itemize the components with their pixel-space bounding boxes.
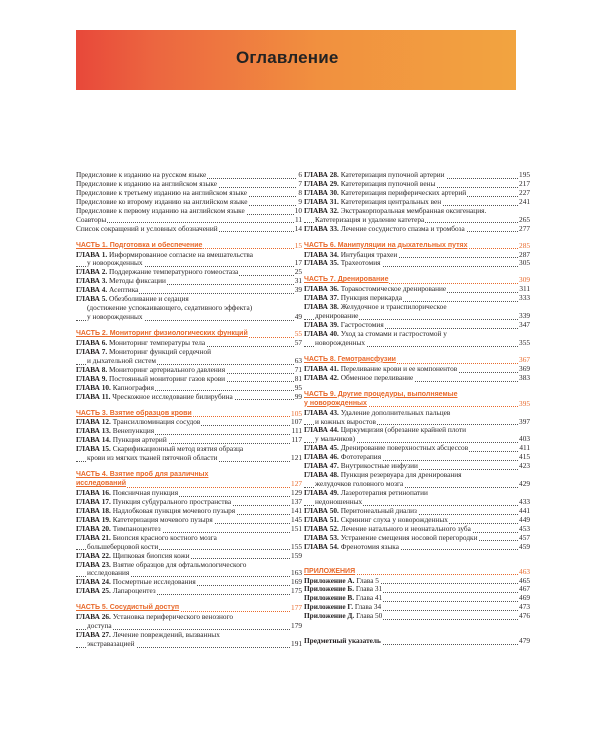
toc-entry-title: исследования: [87, 568, 130, 578]
toc-entry-label: ГЛАВА 15.: [76, 444, 111, 454]
toc-entry-label: ГЛАВА 5.: [76, 294, 108, 304]
toc-entry-label: ГЛАВА 33.: [304, 223, 339, 233]
toc-page-number: 151: [291, 523, 302, 533]
toc-entry-title: ГЛАВА 31. Катетеризация центральных вен: [304, 196, 442, 206]
toc-page-number: 117: [291, 435, 302, 445]
toc-spacer: [304, 268, 530, 276]
toc-entry-label: ГЛАВА 23.: [76, 559, 111, 569]
toc-entry-title: ГЛАВА 35. Трахеотомия: [304, 258, 381, 268]
toc-page-number: 339: [519, 311, 530, 321]
toc-entry-label: ГЛАВА 16.: [76, 488, 111, 497]
toc-entry-title: Предисловие ко второму изданию на английском языке: [76, 196, 248, 206]
toc-page-number: 15: [294, 240, 302, 250]
toc-entry-label: ГЛАВА 8.: [76, 364, 108, 374]
toc-page-number: 111: [291, 426, 302, 436]
toc-page-number: 459: [519, 541, 530, 551]
toc-spacer: [304, 234, 530, 242]
toc-entry-label: Приложение В.: [304, 593, 355, 603]
toc-entry-label: ГЛАВА 54.: [304, 541, 339, 551]
toc-entry[interactable]: [304, 225, 530, 234]
toc-entry-title: Катетеризация и удаление катетера: [315, 214, 425, 224]
toc-entry-title: Предисловие к изданию на русском языке: [76, 170, 207, 179]
toc-page-number: 433: [519, 496, 530, 506]
toc-entry[interactable]: [304, 612, 530, 621]
toc-entry-label: Приложение Д.: [304, 611, 355, 621]
toc-column-right: [304, 171, 530, 646]
toc-page-number: 429: [519, 479, 530, 489]
toc-page-number: 49: [294, 312, 302, 322]
toc-entry-title: ГЛАВА 53. Устранение смещения носовой перегородки: [304, 532, 478, 542]
toc-page-number: 63: [294, 355, 302, 365]
toc-page-number: 453: [519, 523, 530, 533]
toc-page-number: 476: [519, 611, 530, 621]
toc-entry-title: ГЛАВА 14. Пункция артерий: [76, 435, 167, 445]
toc-entry-label: ГЛАВА 30.: [304, 187, 339, 197]
toc-entry-title: новорожденных: [315, 337, 366, 347]
toc-page-number: 127: [291, 479, 302, 489]
toc-entry-label: ГЛАВА 29.: [304, 178, 339, 188]
toc-entry-label: ГЛАВА 39.: [304, 320, 339, 330]
toc-part-heading[interactable]: [76, 471, 302, 480]
toc-entry-title: Приложение В. Глава 41: [304, 593, 383, 603]
toc-entry-title: ГЛАВА 54. Френотомия языка: [304, 541, 399, 551]
toc-entry-title: ГЛАВА 50. Перитонеальный диализ: [304, 505, 417, 515]
toc-entry-title: ГЛАВА 45. Дренирование поверхностных абсцессов: [304, 443, 469, 453]
toc-entry-title: ГЛАВА 24. Посмертные исследования: [76, 577, 196, 587]
toc-entry-label: ГЛАВА 35.: [304, 258, 339, 268]
toc-entry-title: ГЛАВА 51. Скрининг слуха у новорожденных: [304, 514, 448, 524]
toc-entry-label: ГЛАВА 1.: [76, 249, 108, 259]
toc-entry[interactable]: [76, 640, 302, 649]
toc-entry[interactable]: [76, 587, 302, 596]
toc-entry-title: ГЛАВА 29. Катетеризация пупочной вены: [304, 178, 436, 188]
toc-entry-title: Соавторы: [76, 214, 107, 224]
toc-entry-title: ГЛАВА 21. Биопсия красного костного мозга: [76, 532, 217, 542]
toc-spacer: [76, 463, 302, 471]
toc-entry-title: у новорожденных: [304, 399, 367, 407]
header-banner: [76, 30, 516, 90]
toc-entry-title: ГЛАВА 43. Удаление дополнительных пальцев: [304, 407, 451, 417]
toc-page-number: 137: [291, 496, 302, 506]
toc-entry-label: ГЛАВА 47.: [304, 461, 339, 471]
toc-page-number: 467: [519, 584, 530, 594]
toc-entry-title: ГЛАВА 46. Фототерапия: [304, 452, 382, 462]
toc-entry-label: ГЛАВА 50.: [304, 505, 339, 515]
toc-page-number: 309: [519, 275, 530, 285]
toc-entry-title: ЧАСТЬ 6. Манипуляции на дыхательных путях: [304, 241, 468, 249]
toc-entry-label: ГЛАВА 6.: [76, 337, 108, 347]
toc-entry-label: ГЛАВА 28.: [304, 170, 339, 179]
toc-page-number: 141: [291, 505, 302, 515]
toc-page-number: 403: [519, 434, 530, 444]
toc-page-number: 9: [298, 196, 302, 206]
toc-page-number: 473: [519, 602, 530, 612]
toc-entry-title: ГЛАВА 38. Желудочное и транспилорическое: [304, 302, 447, 312]
toc-entry-title: ГЛАВА 27. Лечение повреждений, вызванных: [76, 630, 220, 640]
toc-entry[interactable]: [304, 339, 530, 348]
toc-entry-title: и дыхательной систем: [87, 355, 157, 365]
toc-page-number: 449: [519, 514, 530, 524]
toc-entry-title: ГЛАВА 48. Пункция резервуара для дренирования: [304, 470, 462, 480]
toc-entry-label: Приложение А.: [304, 575, 355, 585]
toc-entry-label: ГЛАВА 36.: [304, 284, 339, 294]
toc-column-left: [76, 171, 302, 649]
toc-page-number: 285: [519, 240, 530, 250]
toc-entry-title: ЧАСТЬ 4. Взятие проб для различных: [76, 471, 209, 479]
toc-page-number: 195: [519, 170, 530, 179]
toc-page-number: 217: [519, 178, 530, 188]
toc-entry[interactable]: [76, 207, 302, 216]
toc-entry-title: крови из мягких тканей пяточной области: [87, 453, 218, 463]
toc-page-number: 6: [298, 170, 302, 179]
toc-part-heading[interactable]: [304, 391, 530, 400]
toc-spacer: [76, 322, 302, 330]
toc-page-number: 463: [519, 566, 530, 576]
toc-spacer: [76, 402, 302, 410]
toc-entry-title: ГЛАВА 30. Катетеризация периферических артерий: [304, 187, 467, 197]
toc-page-number: 465: [519, 575, 530, 585]
toc-entry-label: ГЛАВА 18.: [76, 505, 111, 515]
toc-entry-title: ГЛАВА 42. Обменное переливание: [304, 372, 414, 382]
toc-page-number: 31: [294, 276, 302, 286]
toc-entry[interactable]: [76, 313, 302, 322]
toc-entry-title: ГЛАВА 2. Поддержание температурного гомеостаза: [76, 267, 239, 277]
toc-page-number: 227: [519, 187, 530, 197]
toc-entry-title: ЧАСТЬ 2. Мониторинг физиологических функций: [76, 330, 248, 337]
toc-entry-label: ГЛАВА 2.: [76, 267, 108, 277]
toc-page-number: 397: [519, 416, 530, 426]
toc-entry-label: Приложение Г.: [304, 602, 354, 612]
toc-entry-title: ГЛАВА 15. Скарификационный метод взятия образца: [76, 444, 244, 454]
toc-entry-title: ГЛАВА 40. Уход за стомами и гастростомой у: [304, 329, 447, 338]
toc-entry-label: ГЛАВА 14.: [76, 435, 111, 445]
toc-entry-title: желудочков головного мозга: [315, 479, 404, 489]
toc-entry-title: у новорожденных: [87, 258, 143, 268]
toc-page-number: 169: [291, 577, 302, 587]
toc-entry-label: ГЛАВА 21.: [76, 532, 111, 542]
toc-page-number: 369: [519, 363, 530, 373]
toc-entry-title: ГЛАВА 52. Лечение натального и неонатального зуба: [304, 523, 471, 533]
toc-entry-title: Приложение Г. Глава 34: [304, 602, 382, 612]
toc-page-number: 163: [291, 568, 302, 578]
toc-entry-label: ГЛАВА 4.: [76, 285, 108, 295]
toc-entry-title: ГЛАВА 8. Мониторинг артериального давления: [76, 364, 226, 374]
toc-entry-title: большеберцовой кости: [87, 541, 159, 551]
toc-entry-label: ГЛАВА 3.: [76, 276, 108, 286]
toc-page-number: 411: [519, 443, 530, 453]
toc-entry-label: Приложение Б.: [304, 584, 355, 594]
toc-page-number: 423: [519, 461, 530, 471]
toc-entry-title: исследований: [76, 480, 126, 488]
toc-entry-title: ГЛАВА 6. Мониторинг температуры тела: [76, 337, 206, 347]
toc-entry-label: ГЛАВА 25.: [76, 586, 111, 596]
toc-entry-label: ГЛАВА 27.: [76, 630, 111, 640]
toc-entry-title: Список сокращений и условных обозначений: [76, 223, 218, 233]
toc-entry-title: ГЛАВА 10. Капнография: [76, 382, 154, 392]
toc-entry-title: недоношенных: [315, 496, 363, 506]
toc-entry[interactable]: [304, 637, 530, 646]
toc-entry-title: ГЛАВА 25. Лапароцентез: [76, 586, 156, 596]
toc-entry-title: ЧАСТЬ 7. Дренирование: [304, 276, 389, 284]
toc-entry-title: Предисловие к изданию на английском языке: [76, 178, 217, 188]
toc-page-number: 191: [291, 639, 302, 648]
toc-entry-title: экстравазацией: [87, 639, 135, 648]
toc-page-number: 277: [519, 223, 530, 233]
toc-page-number: 95: [294, 382, 302, 392]
toc-entry-label: ГЛАВА 22.: [76, 550, 111, 560]
toc-page-number: 457: [519, 532, 530, 542]
toc-entry-title: Приложение Б. Глава 31: [304, 584, 383, 594]
toc-entry-label: ГЛАВА 41.: [304, 363, 339, 373]
toc-entry[interactable]: [76, 393, 302, 402]
toc-entry-title: ГЛАВА 17. Пункция субдурального пространства: [76, 496, 232, 506]
toc-page-number: 383: [519, 372, 530, 382]
toc-entry[interactable]: [76, 454, 302, 463]
toc-entry-label: ГЛАВА 44.: [304, 425, 339, 435]
toc-entry-title: ГЛАВА 5. Обезболивание и седация: [76, 294, 189, 304]
toc-page-number: 105: [291, 408, 302, 418]
toc-entry-label: ГЛАВА 37.: [304, 293, 339, 303]
toc-page-number: 81: [294, 373, 302, 383]
toc-entry-title: ГЛАВА 1. Информированное согласие на вмешательства: [76, 249, 253, 259]
toc-page-number: 241: [519, 196, 530, 206]
toc-page-number: 145: [291, 514, 302, 524]
toc-page-number: 55: [294, 329, 302, 338]
toc-entry-label: ГЛАВА 45.: [304, 443, 339, 453]
toc-entry[interactable]: [304, 543, 530, 552]
toc-page-number: 129: [291, 488, 302, 497]
toc-page-number: 333: [519, 293, 530, 303]
toc-entry-label: ГЛАВА 9.: [76, 373, 108, 383]
toc-entry-title: (достижение успокаивающего, седативного эффекта): [87, 303, 253, 313]
toc-entry-title: ЧАСТЬ 8. Гемотрансфузии: [304, 355, 396, 363]
toc-entry-title: ГЛАВА 44. Циркумцизия (обрезание крайней плоти: [304, 425, 467, 435]
toc-spacer: [304, 348, 530, 356]
toc-page-number: 179: [291, 621, 302, 631]
toc-entry-title: доступа: [87, 621, 112, 631]
toc-entry-title: ГЛАВА 9. Постоянный мониторинг газов крови: [76, 373, 226, 383]
toc-entry-label: ГЛАВА 24.: [76, 577, 111, 587]
toc-entry-title: ГЛАВА 3. Методы фиксации: [76, 276, 166, 286]
toc-page-number: 305: [519, 258, 530, 268]
toc-page-number: 57: [294, 337, 302, 347]
toc-entry-label: ГЛАВА 11.: [76, 391, 111, 401]
toc-page-number: 287: [519, 249, 530, 259]
toc-entry-label: ГЛАВА 49.: [304, 488, 339, 497]
toc-entry-title: ГЛАВА 32. Экстракорпоральная мембранная оксигенация.: [304, 205, 487, 215]
toc-page-number: 347: [519, 320, 530, 330]
toc-page-number: 469: [519, 593, 530, 603]
toc-entry-title: ГЛАВА 34. Интубация трахеи: [304, 249, 398, 259]
toc-entry-label: ГЛАВА 17.: [76, 496, 111, 506]
toc-entry-label: ГЛАВА 38.: [304, 302, 339, 312]
toc-spacer: [304, 552, 530, 568]
toc-entry-title: ГЛАВА 36. Торакостомическое дренирование: [304, 284, 447, 294]
toc-entry-label: ГЛАВА 12.: [76, 417, 111, 427]
toc-page-number: 311: [519, 284, 530, 294]
toc-page-number: 11: [294, 214, 302, 224]
toc-entry-title: ГЛАВА 19. Катетеризация мочевого пузыря: [76, 514, 213, 524]
toc-page-number: 14: [294, 223, 302, 233]
toc-page-number: 107: [291, 417, 302, 427]
toc-entry[interactable]: [76, 225, 302, 234]
toc-entry-title: и кожных выростов: [315, 416, 376, 426]
toc-entry[interactable]: [304, 374, 530, 383]
toc-entry-title: ГЛАВА 39. Гастростомия: [304, 320, 384, 330]
toc-entry-title: дренирование: [315, 311, 359, 321]
toc-entry-label: ГЛАВА 32.: [304, 205, 339, 215]
toc-page-number: 10: [294, 205, 302, 215]
toc-entry-title: ГЛАВА 37. Пункция перикарда: [304, 293, 402, 303]
toc-entry-label: ГЛАВА 53.: [304, 532, 339, 542]
toc-entry-label: ГЛАВА 51.: [304, 514, 339, 524]
toc-entry-title: Приложение Д. Глава 50: [304, 611, 383, 621]
toc-entry-label: ГЛАВА 7.: [76, 346, 108, 356]
toc-entry-title: ЧАСТЬ 5. Сосудистый доступ: [76, 604, 180, 612]
toc-page-number: 441: [519, 505, 530, 515]
toc-entry-label: ГЛАВА 13.: [76, 426, 111, 436]
toc-entry-title: ГЛАВА 49. Лазеротерапия ретинопатии: [304, 488, 428, 497]
toc-entry-label: ГЛАВА 40.: [304, 329, 339, 338]
toc-entry-title: ГЛАВА 20. Тимпаноцентез: [76, 523, 161, 533]
toc-entry-label: ГЛАВА 48.: [304, 470, 339, 480]
toc-entry-title: ГЛАВА 22. Щипковая биопсия кожи: [76, 550, 190, 560]
toc-entry-label: ГЛАВА 34.: [304, 249, 339, 259]
toc-spacer: [304, 383, 530, 391]
toc-entry-title: ЧАСТЬ 1. Подготовка и обеспечение: [76, 241, 203, 249]
toc-entry-label: ГЛАВА 20.: [76, 523, 111, 533]
toc-entry-title: ГЛАВА 7. Мониторинг функций сердечной: [76, 346, 212, 356]
toc-entry-title: ПРИЛОЖЕНИЯ: [304, 567, 356, 575]
toc-entry-title: ГЛАВА 4. Асептика: [76, 285, 139, 295]
toc-entry[interactable]: [304, 259, 530, 268]
toc-entry-label: ГЛАВА 42.: [304, 372, 339, 382]
toc-entry-label: ГЛАВА 19.: [76, 514, 111, 524]
toc-page-number: 17: [294, 258, 302, 268]
toc-entry-title: у новорожденных: [87, 312, 143, 322]
toc-entry-title: ГЛАВА 47. Внутрикостные инфузии: [304, 461, 418, 471]
toc-entry-title: Приложение А. Глава 5: [304, 575, 379, 585]
toc-page-number: 121: [291, 453, 302, 463]
toc-page-number: 159: [291, 550, 302, 560]
toc-entry-label: ГЛАВА 26.: [76, 612, 111, 622]
toc-entry-label: ГЛАВА 10.: [76, 382, 111, 392]
toc-entry-label: ГЛАВА 46.: [304, 452, 339, 462]
toc-page-number: 395: [519, 398, 530, 408]
toc-entry-title: ГЛАВА 33. Лечение сосудистого спазма и тромбоза: [304, 223, 465, 233]
toc-page-number: 175: [291, 586, 302, 596]
toc-page-number: 25: [294, 267, 302, 277]
toc-page-number: 7: [298, 178, 302, 188]
toc-entry-label: ГЛАВА 31.: [304, 196, 339, 206]
toc-spacer: [304, 621, 530, 637]
toc-page-number: 415: [519, 452, 530, 462]
toc-entry-title: [304, 637, 382, 646]
toc-page-number: 265: [519, 214, 530, 224]
toc-entry-label: Предметный указатель: [304, 636, 381, 646]
toc-entry-title: Предисловие к первому изданию на английском языке: [76, 205, 245, 215]
toc-page-number: 39: [294, 285, 302, 295]
toc-entry-label: ГЛАВА 52.: [304, 523, 339, 533]
toc-entry-title: ЧАСТЬ 3. Взятие образцов крови: [76, 409, 192, 417]
toc-entry-title: ЧАСТЬ 9. Другие процедуры, выполняемые: [304, 390, 458, 398]
toc-entry-title: Предисловие к третьему изданию на английском языке: [76, 187, 247, 197]
toc-entry-title: ГЛАВА 12. Трансиллюминация сосудов: [76, 417, 201, 427]
toc-page-number: 155: [291, 541, 302, 551]
toc-entry-title: ГЛАВА 13. Венепункция: [76, 426, 155, 436]
toc-page-number: 8: [298, 187, 302, 197]
toc-entry-title: у мальчиков): [315, 434, 356, 444]
toc-page-number: 177: [291, 603, 302, 613]
toc-page-number: 479: [519, 636, 530, 646]
toc-entry-title: ГЛАВА 16. Поясничная пункция: [76, 488, 179, 497]
toc-entry-title: ГЛАВА 28. Катетеризация пупочной артерии: [304, 170, 445, 179]
toc-entry-label: ГЛАВА 43.: [304, 407, 339, 417]
toc-page-number: 367: [519, 354, 530, 364]
toc-page-number: 355: [519, 337, 530, 347]
toc-page-number: 71: [294, 364, 302, 374]
page-title: Оглавление: [236, 48, 339, 67]
toc-spacer: [76, 234, 302, 242]
toc-entry-title: ГЛАВА 26. Установка периферического венозного: [76, 612, 233, 622]
toc-entry-title: ГЛАВА 18. Надлобковая пункция мочевого пузыря: [76, 505, 236, 515]
toc-entry-title: ГЛАВА 41. Переливание крови и ее компонентов: [304, 363, 458, 373]
toc-entry-title: ГЛАВА 11. Чрескожное исследование билирубина: [76, 391, 233, 401]
toc-page-number: 99: [294, 391, 302, 401]
toc-entry-title: ГЛАВА 23. Взятие образцов для офтальмологического: [76, 559, 247, 569]
